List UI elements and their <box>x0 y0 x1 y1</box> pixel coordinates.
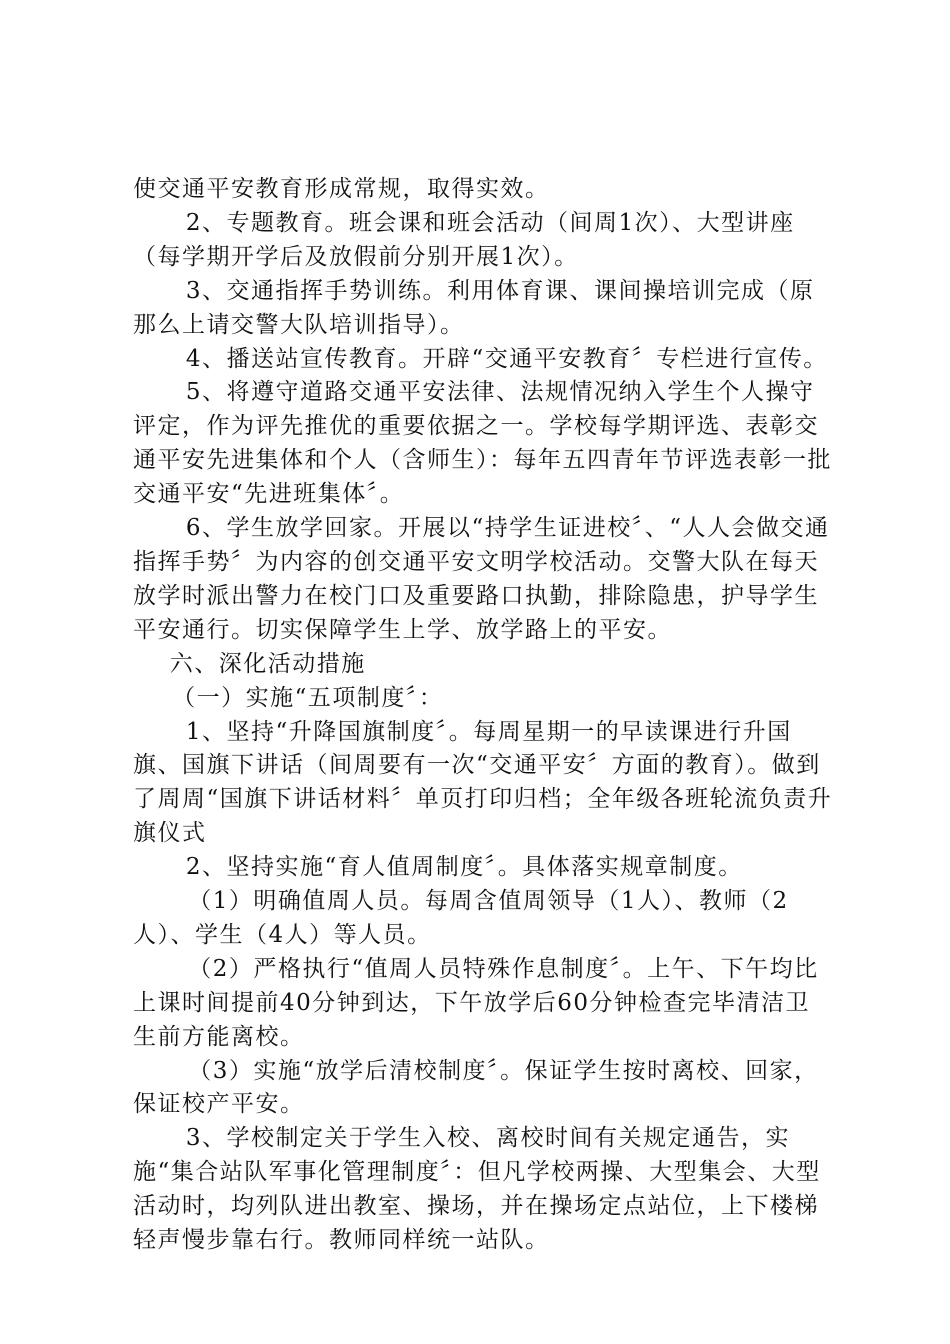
paragraph-clear-school: （3）实施“放学后清校制度〞。保证学生按时离校、回家，保证校产平安。 <box>133 1057 819 1118</box>
subsection-heading: （一）实施“五项制度〞： <box>172 684 444 711</box>
paragraph-going-home: 6、学生放学回家。开展以“持学生证进校〞、“人人会做交通指挥手势〞为内容的创交通平安文明学校活动。交警大队在每天放学时派出警力在校门口及重要路口执勤，排除隐患，护导学生平安通行。切实保障学生上学、放学路上的平安。 <box>133 515 830 643</box>
paragraph-flag-system: 1、坚持“升降国旗制度〞。每周星期一的早读课进行升国旗、国旗下讲话（间周要有一次“交通平安〞方面的教育）。做到了周周“国旗下讲话材料〞单页打印归档；全年级各班轮流负责升旗仪式 <box>133 718 833 847</box>
paragraph-broadcast: 4、播送站宣传教育。开辟“交通平安教育〞专栏进行宣传。 <box>185 345 828 372</box>
section-heading: 六、深化活动措施 <box>169 650 366 677</box>
paragraph-gesture-training: 3、交通指挥手势训练。利用体育课、课间操培训完成（原那么上请交警大队培训指导）。 <box>133 277 815 338</box>
body-text <box>133 173 833 1258</box>
paragraph-topic-education: 2、专题教育。班会课和班会活动（间周1次）、大型讲座（每学期开学后及放假前分别开展1次）。 <box>133 209 795 270</box>
paragraph-duty-staff: （1）明确值周人员。每周含值周领导（1人）、教师（2人）、学生（4人）等人员。 <box>133 888 789 948</box>
paragraph-evaluation: 5、将遵守道路交通平安法律、法规情况纳入学生个人操守评定，作为评先推优的重要依据之一。学校每学期评选、表彰交通平安先进集体和个人（含师生）：每年五四青年节评选表彰一批交通平安“先进班集体〞。 <box>133 379 832 508</box>
paragraph-continuation: 使交通平安教育形成常规，取得实效。 <box>133 176 550 202</box>
paragraph-assembly: 3、学校制定关于学生入校、离校时间有关规定通告，实施“集合站队军事化管理制度〞：但凡学校两操、大型集会、大型活动时，均列队进出教室、操场，并在操场定点站位，上下楼梯轻声慢步靠右行。教师同样统一站队。 <box>133 1125 821 1254</box>
paragraph-duty-schedule: （2）严格执行“值周人员特殊作息制度〞。上午、下午均比上课时间提前40分钟到达，下午放学后60分钟检查完毕清洁卫生前方能离校。 <box>133 955 819 1050</box>
paragraph-duty-system: 2、坚持实施“育人值周制度〞。具体落实规章制度。 <box>185 854 743 881</box>
